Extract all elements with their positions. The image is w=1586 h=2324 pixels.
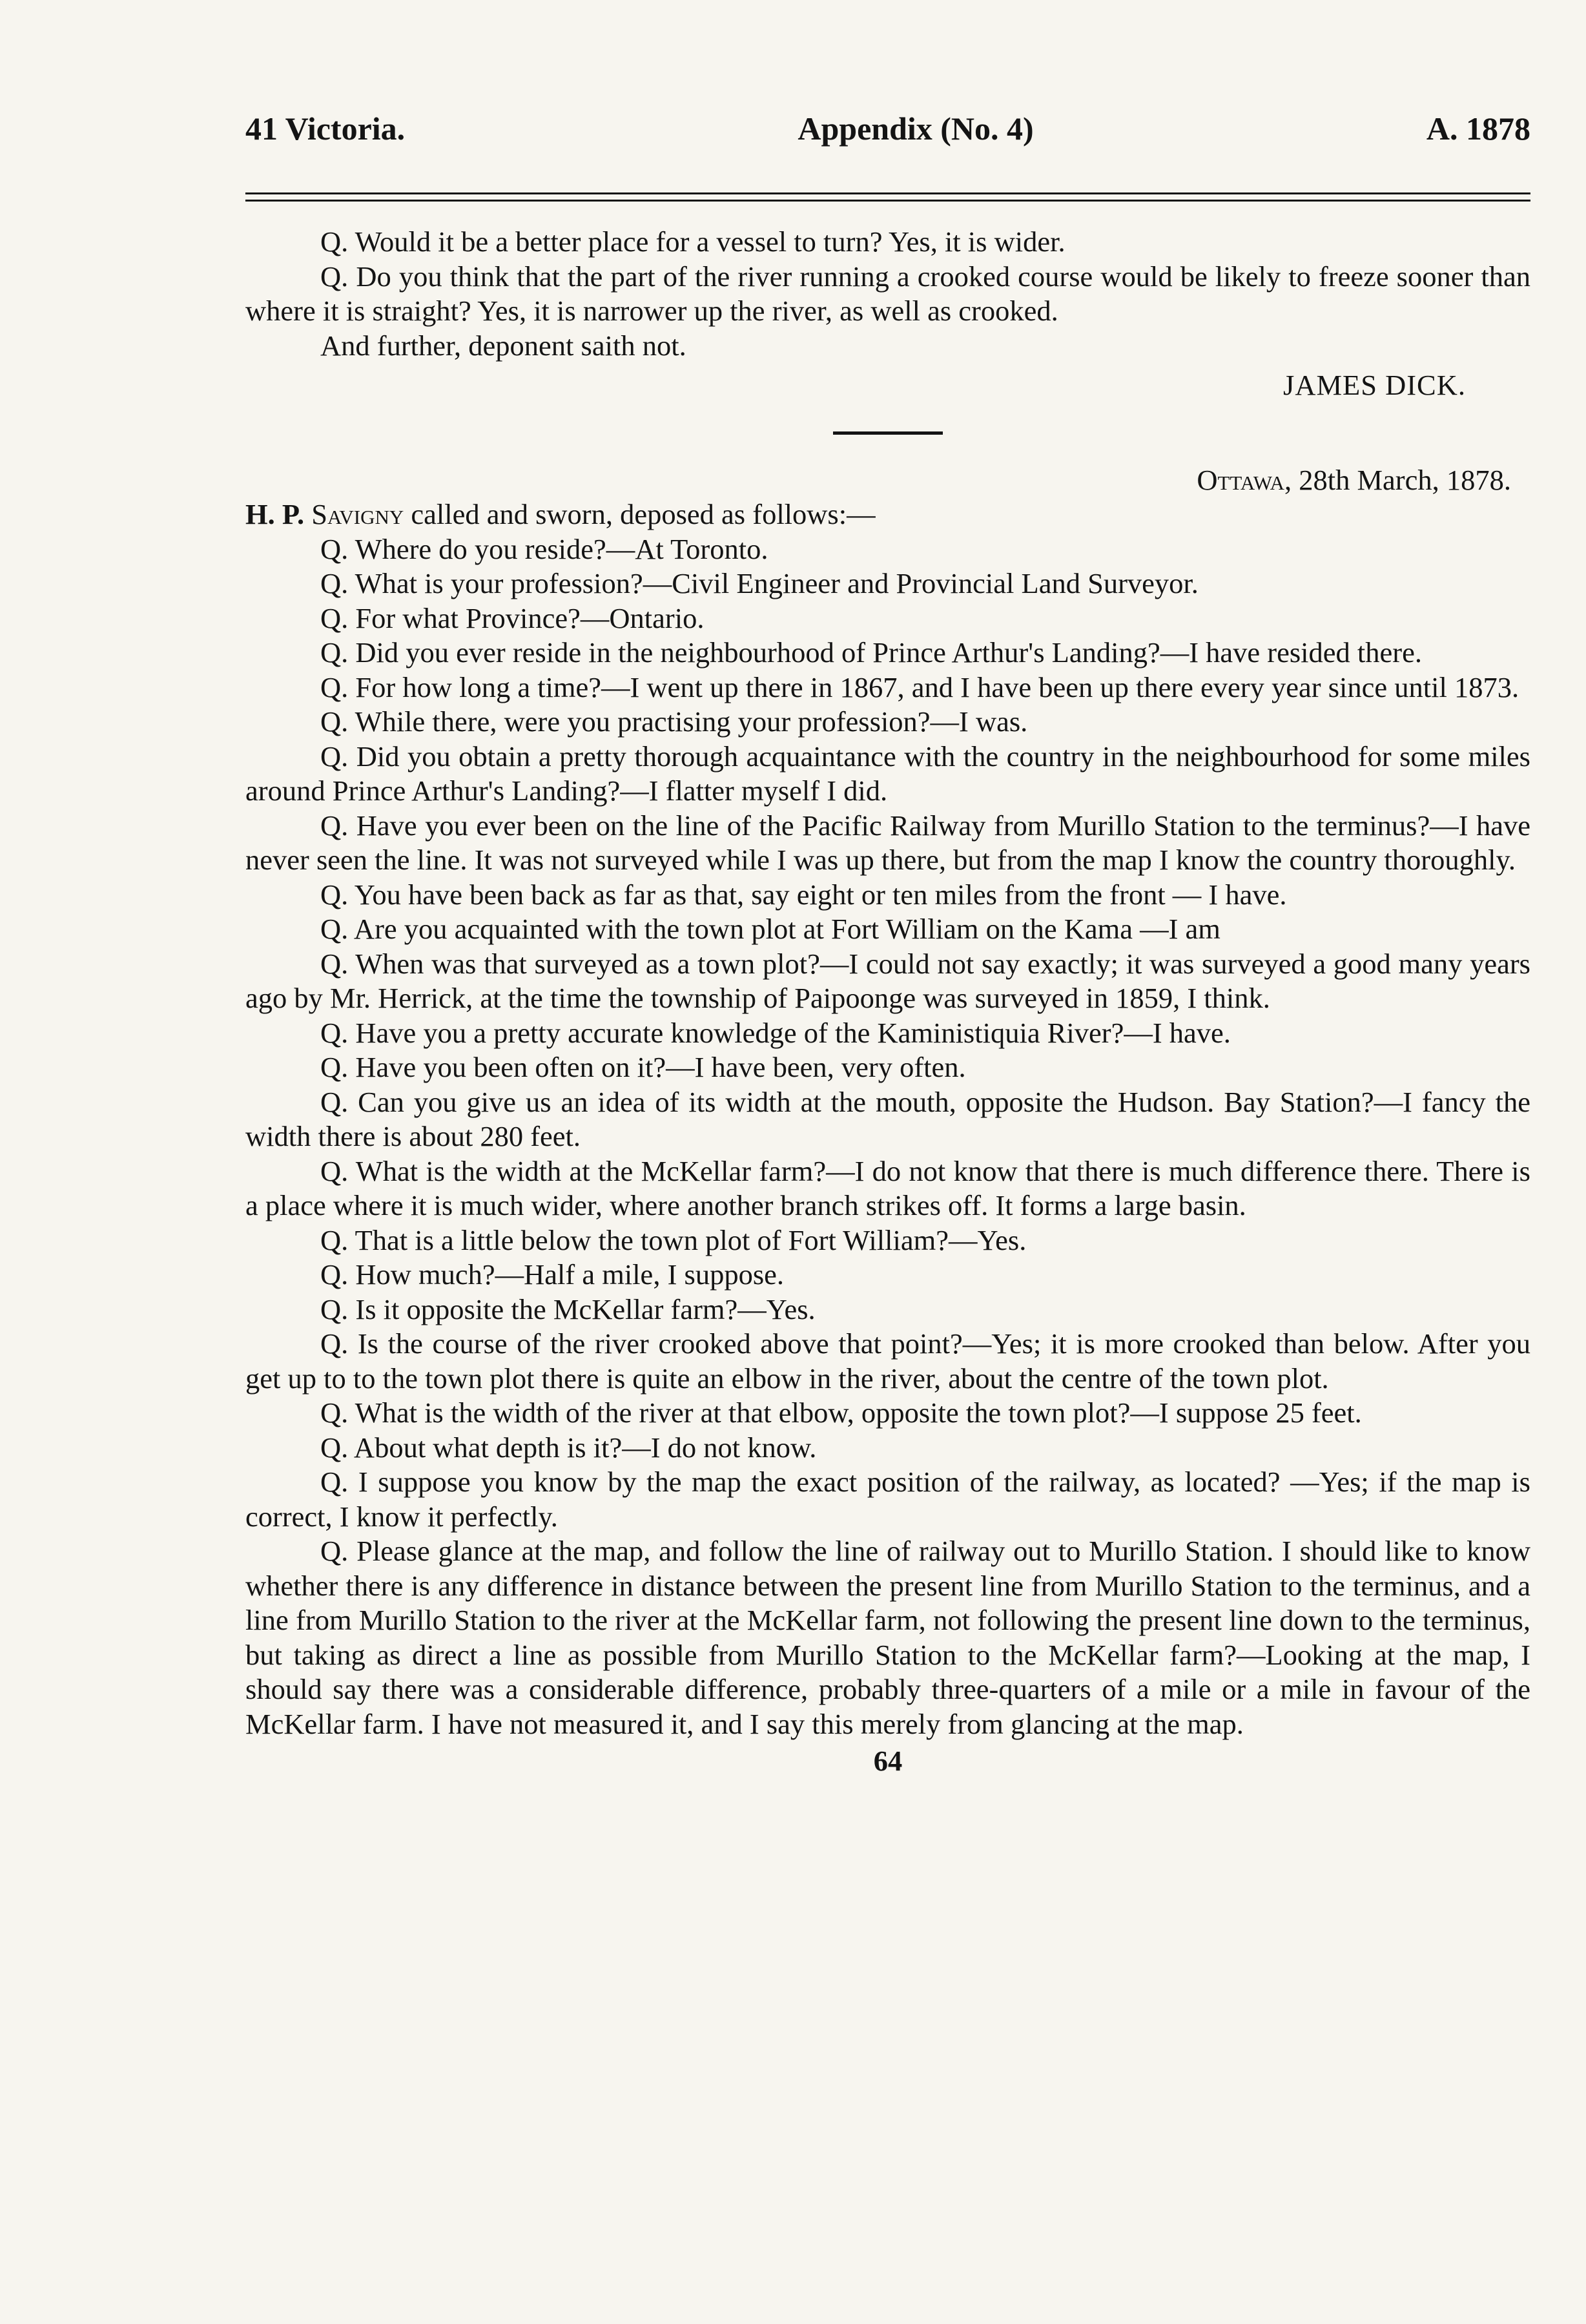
paragraph: Q. For what Province?—Ontario. (320, 601, 705, 634)
paragraph: Q. Have you been often on it?—I have been, very often. (320, 1051, 966, 1083)
paragraph: Q. Is the course of the river crooked above that point?—Yes; it is more crooked than below. After you get up to to the town plot there is quite an elbow in the river, about the centre of the town plot. (245, 1327, 1530, 1395)
paragraph: Q. About what depth is it?—I do not know. (320, 1431, 817, 1464)
paragraph: Q. I suppose you know by the map the exact position of the railway, as located? —Yes; if the map is correct, I know it perfectly. (245, 1466, 1530, 1533)
witness-initials: H. P. (245, 498, 305, 530)
header-appendix: Appendix (No. 4) (798, 110, 1034, 147)
paragraph: Q. While there, were you practising your profession?—I was. (320, 705, 1028, 738)
paragraph: Q. You have been back as far as that, say eight or ten miles from the front — I have. (320, 878, 1287, 911)
running-header (245, 110, 1530, 152)
header-year: A. 1878 (1426, 110, 1530, 147)
paragraph: Q. Are you acquainted with the town plot at Fort William on the Kama —I am (320, 913, 1220, 945)
paragraph: Q. Please glance at the map, and follow the line of railway out to Murillo Station. I should like to know whether there is any difference in distance between the present line from Murillo Station to the terminus, and a line from Murillo Station to the river at the McKellar farm, not following the present line down to the terminus, but taking as direct a line as possible from Murillo Station to the McKellar farm?—Looking at the map, I should say there was a considerable difference, probably three-quarters of a mile or a mile in favour of the McKellar farm. I have not measured it, and I say this merely from glancing at the map. (245, 1535, 1530, 1740)
witness-intro (245, 497, 1530, 532)
body-text (245, 225, 1530, 1779)
dateline (245, 463, 1530, 498)
paragraph: Q. Would it be a better place for a vessel to turn? Yes, it is wider. (320, 225, 1066, 258)
dateline-place: Ottawa (1197, 463, 1284, 496)
paragraph: Q. How much?—Half a mile, I suppose. (320, 1258, 785, 1291)
paragraph: Q. Have you ever been on the line of the Pacific Railway from Murillo Station to the terminus?—I have never seen the line. It was not surveyed while I was up there, but from the map I know the country thoroughly. (245, 809, 1530, 876)
page-number: 64 (873, 1745, 903, 1777)
paragraph: Q. When was that surveyed as a town plot?—I could not say exactly; it was surveyed a good many years ago by Mr. Herrick, at the time the township of Paipoonge was surveyed in 1859, I think. (245, 947, 1530, 1014)
paragraph: And further, deponent saith not. (320, 329, 686, 362)
paragraph: Q. For how long a time?—I went up there in 1867, and I have been up there every year since until 1873. (320, 670, 1519, 703)
paragraph: Q. Do you think that the part of the river running a crooked course would be likely to freeze sooner than where it is straight? Yes, it is narrower up the river, as well as crooked. (245, 260, 1530, 327)
paragraph: Q. What is the width of the river at that elbow, opposite the town plot?—I suppose 25 feet. (320, 1396, 1362, 1429)
dateline-date: , 28th March, 1878. (1284, 463, 1511, 496)
paragraph: Q. Where do you reside?—At Toronto. (320, 532, 768, 565)
header-rule (245, 192, 1530, 202)
paragraph: Q. Can you give us an idea of its width at the mouth, opposite the Hudson. Bay Station?—I fancy the width there is about 280 feet. (245, 1085, 1530, 1152)
paragraph: Q. Did you obtain a pretty thorough acquaintance with the country in the neighbourhood for some miles around Prince Arthur's Landing?—I flatter myself I did. (245, 740, 1530, 807)
witness-rest: called and sworn, deposed as follows:— (404, 498, 876, 530)
paragraph: Q. That is a little below the town plot of Fort William?—Yes. (320, 1223, 1027, 1256)
paragraph: Q. What is the width at the McKellar farm?—I do not know that there is much difference there. There is a place where it is much wider, where another branch strikes off. It forms a large basin. (245, 1154, 1530, 1221)
header-session: 41 Victoria. (245, 110, 406, 147)
witness-name: Savigny (311, 498, 404, 530)
signature: JAMES DICK. (1283, 369, 1466, 401)
paragraph: Q. Have you a pretty accurate knowledge of the Kaministiquia River?—I have. (320, 1016, 1231, 1049)
section-divider (833, 431, 943, 435)
paragraph: Q. Did you ever reside in the neighbourhood of Prince Arthur's Landing?—I have resided there. (320, 636, 1422, 669)
paragraph: Q. What is your profession?—Civil Engineer and Provincial Land Surveyor. (320, 567, 1199, 599)
paragraph: Q. Is it opposite the McKellar farm?—Yes. (320, 1292, 816, 1325)
document-page (245, 110, 1530, 1779)
